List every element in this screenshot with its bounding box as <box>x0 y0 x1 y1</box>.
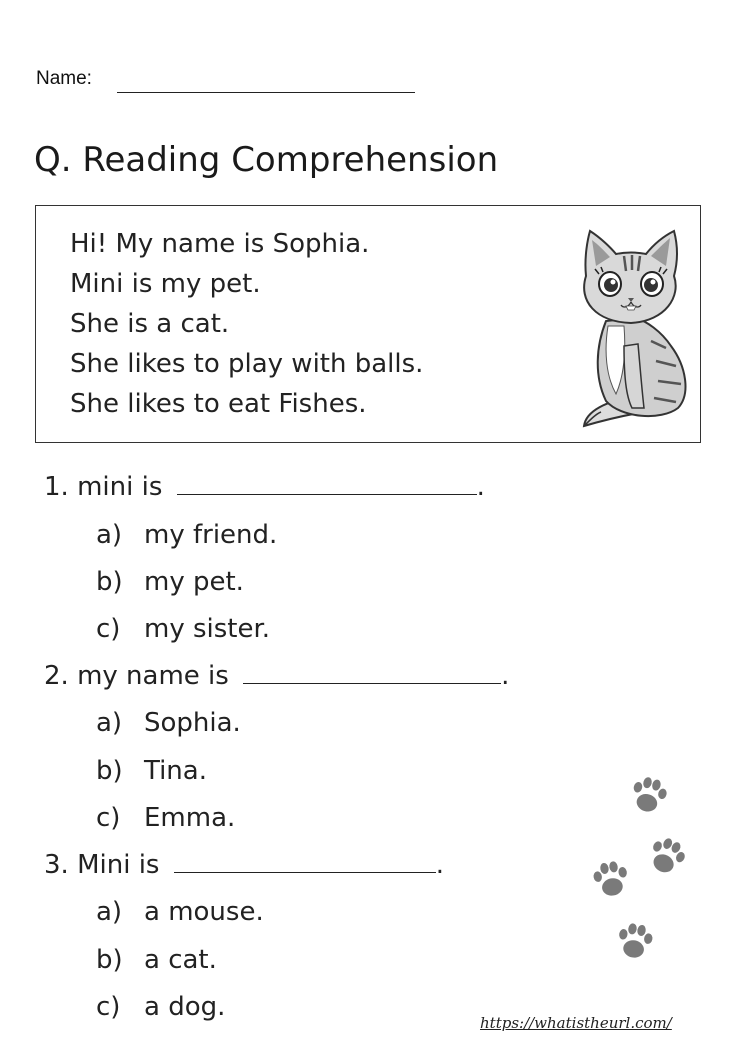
option-2a[interactable] <box>96 708 241 738</box>
question-end: . <box>476 472 485 502</box>
option-3c[interactable] <box>96 992 225 1022</box>
name-input-line[interactable] <box>117 92 415 93</box>
question-text: mini is <box>77 472 163 502</box>
question-2 <box>44 661 509 691</box>
paw-print-icon <box>612 918 658 964</box>
story-line: She likes to play with balls. <box>70 349 424 379</box>
paw-print-icon <box>626 772 672 818</box>
option-text: a cat. <box>144 945 217 975</box>
question-number: 3. <box>44 850 69 880</box>
option-text: Emma. <box>144 803 236 833</box>
option-text: a dog. <box>144 992 226 1022</box>
cat-illustration <box>566 226 691 431</box>
name-label: Name: <box>36 68 92 89</box>
story-line: Mini is my pet. <box>70 269 261 299</box>
answer-blank[interactable] <box>243 661 501 684</box>
option-label: b) <box>96 945 123 975</box>
question-number: 2. <box>44 661 69 691</box>
option-label: c) <box>96 614 121 644</box>
option-text: Tina. <box>144 756 207 786</box>
option-text: my pet. <box>144 567 244 597</box>
question-1 <box>44 472 485 502</box>
story-text <box>70 224 423 424</box>
option-label: b) <box>96 756 123 786</box>
option-1a[interactable] <box>96 520 277 550</box>
source-url-link[interactable]: https://whatistheurl.com/ <box>480 1014 672 1032</box>
option-3a[interactable] <box>96 897 264 927</box>
option-text: my friend. <box>144 520 278 550</box>
page-title: Q. Reading Comprehension <box>34 140 499 180</box>
option-label: b) <box>96 567 123 597</box>
option-label: a) <box>96 897 123 927</box>
option-label: c) <box>96 803 121 833</box>
question-text: my name is <box>77 661 229 691</box>
story-line: Hi! My name is Sophia. <box>70 229 370 259</box>
question-3 <box>44 850 444 880</box>
question-number: 1. <box>44 472 69 502</box>
option-1b[interactable] <box>96 567 244 597</box>
question-end: . <box>435 850 445 880</box>
option-2c[interactable] <box>96 803 235 833</box>
option-3b[interactable] <box>96 945 217 975</box>
option-2b[interactable] <box>96 756 207 786</box>
option-label: c) <box>96 992 121 1022</box>
question-text: Mini is <box>77 850 160 880</box>
option-label: a) <box>96 520 123 550</box>
option-text: Sophia. <box>144 708 241 738</box>
answer-blank[interactable] <box>177 472 477 495</box>
answer-blank[interactable] <box>174 850 436 873</box>
option-text: a mouse. <box>144 897 264 927</box>
option-text: my sister. <box>144 614 271 644</box>
question-end: . <box>501 661 510 691</box>
story-box <box>35 205 701 443</box>
paw-print-icon <box>588 856 634 902</box>
paw-print-icon <box>644 833 690 879</box>
option-label: a) <box>96 708 123 738</box>
story-line: She is a cat. <box>70 309 230 339</box>
option-1c[interactable] <box>96 614 270 644</box>
story-line: She likes to eat Fishes. <box>70 389 367 419</box>
